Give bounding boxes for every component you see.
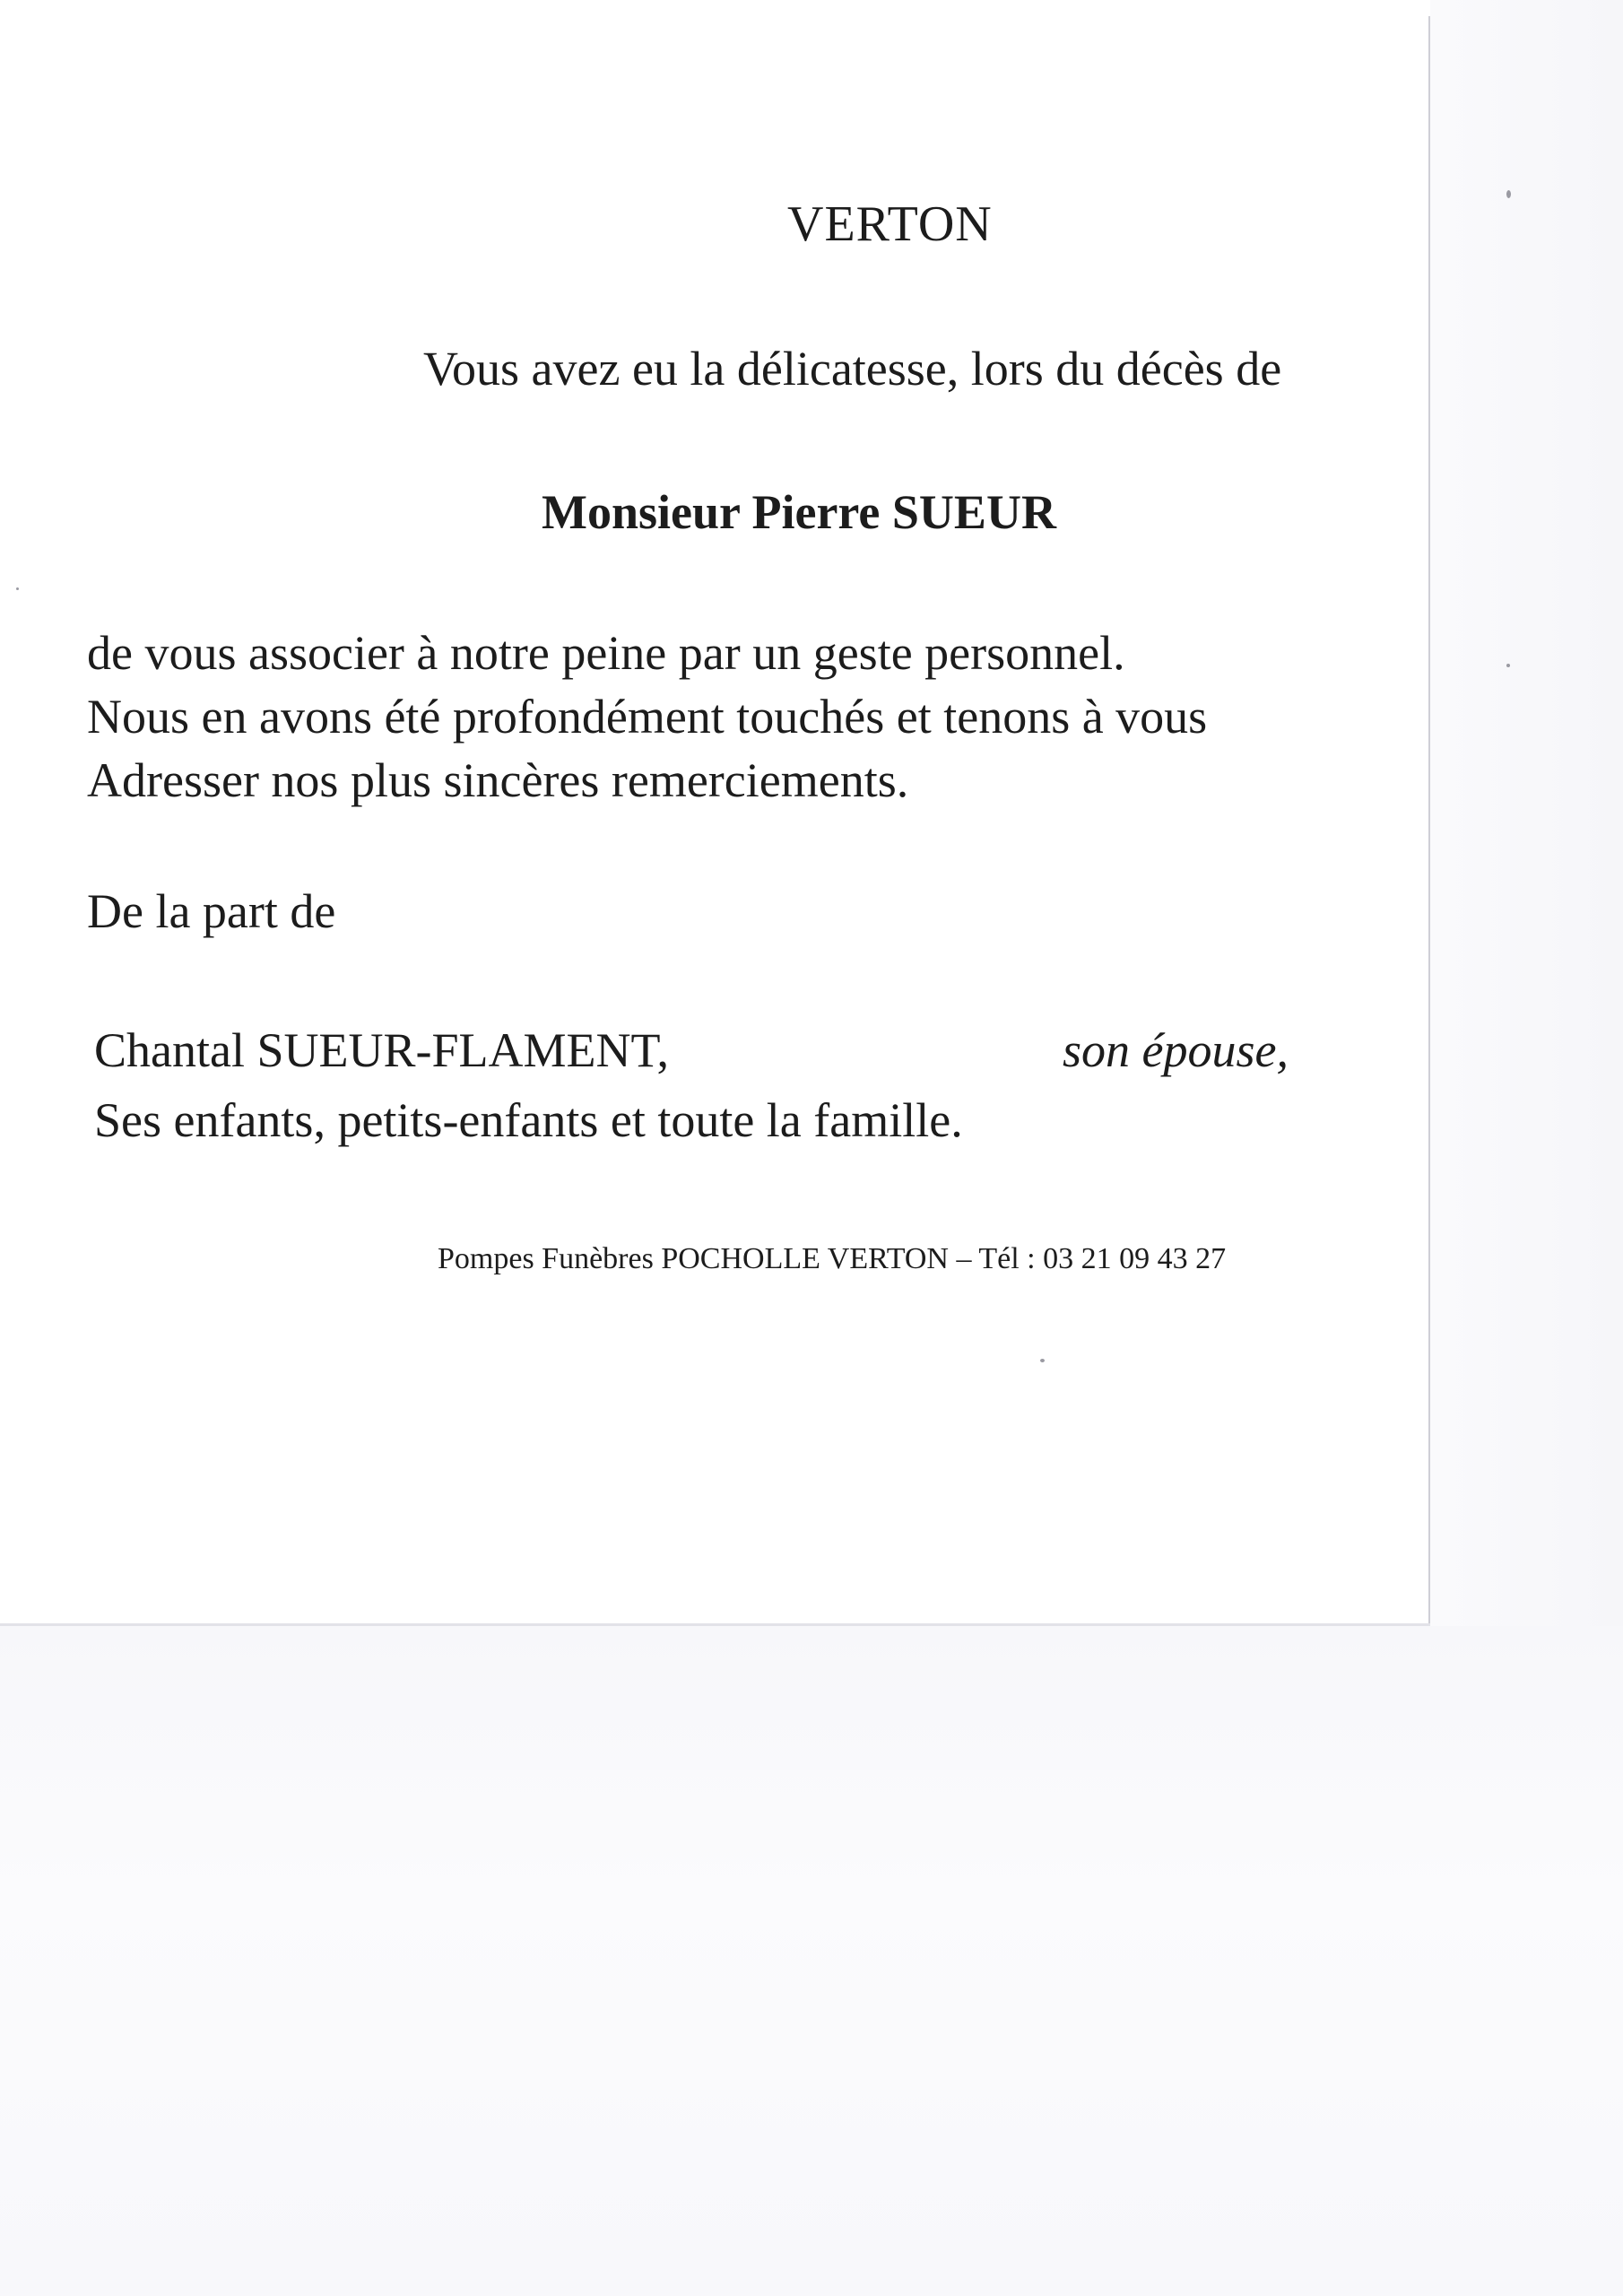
spouse-name: Chantal SUEUR-FLAMENT, bbox=[94, 1023, 669, 1077]
scan-speck bbox=[1506, 664, 1510, 667]
spouse-relation: son épouse, bbox=[1063, 1023, 1289, 1077]
card-edge-bottom bbox=[0, 1623, 1430, 1626]
scan-background-bottom bbox=[0, 1626, 1623, 2296]
intro-line: Vous avez eu la délicatesse, lors du décès de bbox=[423, 342, 1282, 396]
message-line: de vous associer à notre peine par un geste personnel. bbox=[87, 626, 1125, 680]
message-line: Nous en avons été profondément touchés et tenons à vous bbox=[87, 690, 1208, 744]
scan-background-right bbox=[1430, 0, 1623, 1628]
message-line: Adresser nos plus sincères remerciements. bbox=[87, 753, 909, 807]
scan-speck bbox=[1040, 1359, 1045, 1362]
card-edge-right bbox=[1428, 16, 1430, 1626]
scan-speck bbox=[1506, 190, 1511, 198]
town-heading: VERTON bbox=[787, 196, 993, 252]
from-label: De la part de bbox=[87, 884, 336, 938]
deceased-name: Monsieur Pierre SUEUR bbox=[542, 485, 1056, 539]
scan-speck bbox=[16, 587, 19, 590]
family-members: Ses enfants, petits-enfants et toute la famille. bbox=[94, 1093, 963, 1147]
funeral-home-footer: Pompes Funèbres POCHOLLE VERTON – Tél : 03 21 09 43 27 bbox=[438, 1242, 1227, 1275]
